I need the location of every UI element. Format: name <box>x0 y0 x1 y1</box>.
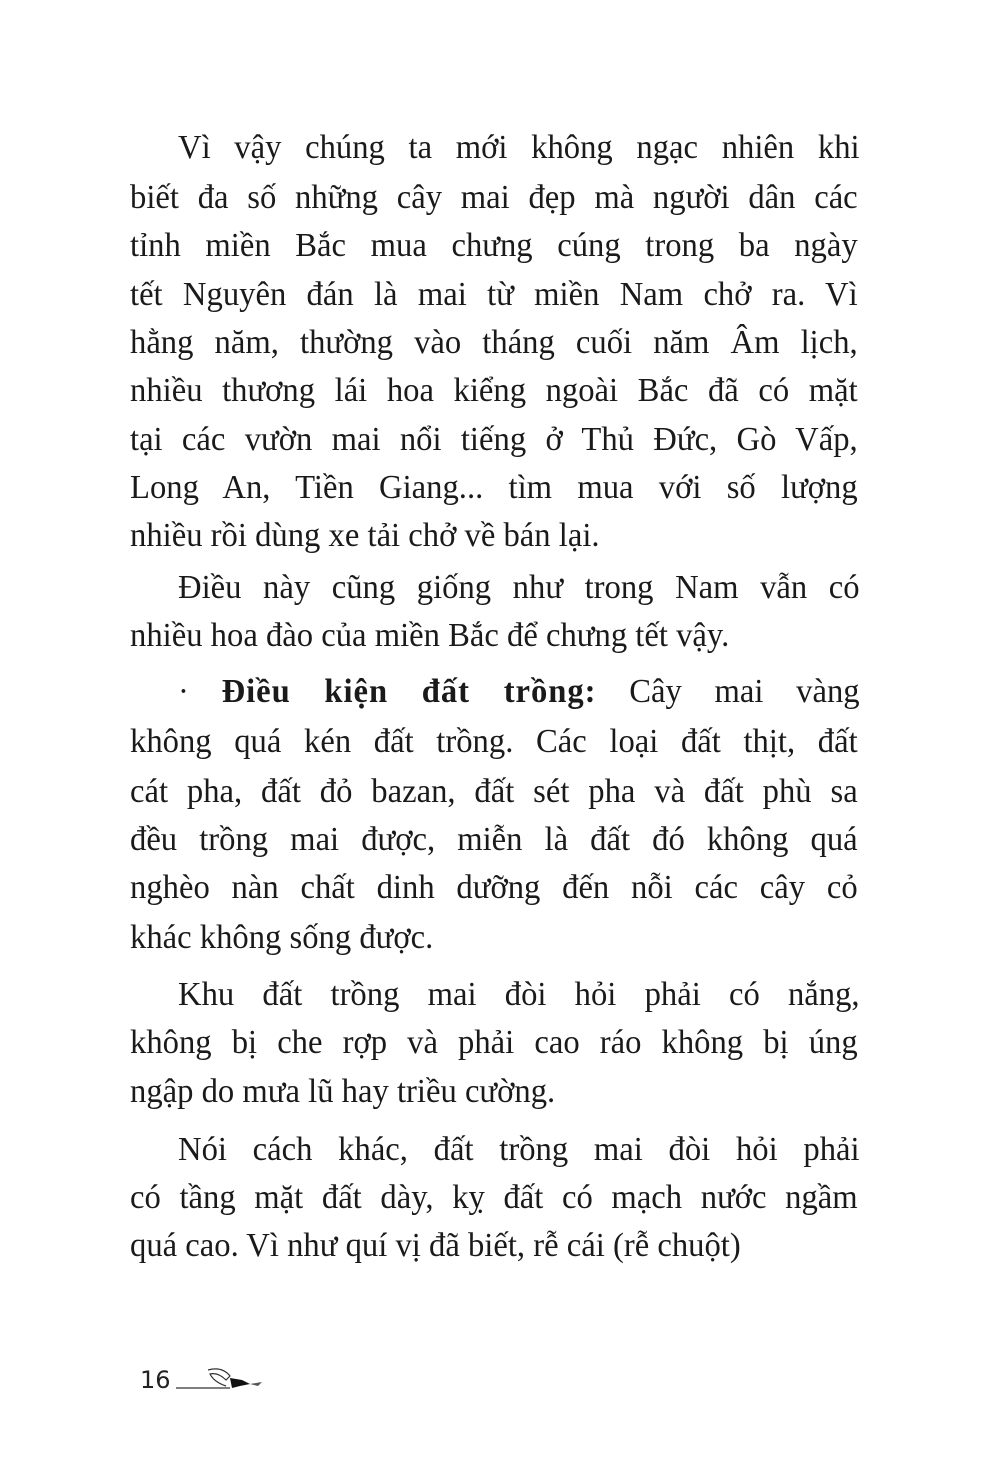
bold-heading: Điều kiện đất trồng: <box>221 673 597 710</box>
text-line: tại các vườn mai nổi tiếng ở Thủ Đức, Gò Vấp, <box>130 421 858 458</box>
text-line: nghèo nàn chất dinh dưỡng đến nỗi các cây cỏ <box>130 869 858 906</box>
text-line: Vì vậy chúng ta mới không ngạc nhiên khi <box>178 129 860 166</box>
text-line: cát pha, đất đỏ bazan, đất sét pha và đất phù sa <box>130 773 858 810</box>
text-line: đều trồng mai được, miễn là đất đó không quá <box>130 821 858 858</box>
text-line: ngập do mưa lũ hay triều cường. <box>130 1073 556 1110</box>
swallow-ornament-icon <box>160 1366 270 1396</box>
bullet: · <box>178 673 222 710</box>
text-line: Long An, Tiền Giang... tìm mua với số lượng <box>130 469 858 506</box>
text-line: Điều này cũng giống như trong Nam vẫn có <box>178 569 860 606</box>
text-line: khác không sống được. <box>130 919 434 956</box>
lead-text: Cây mai vàng <box>629 673 860 710</box>
bullet-lead-line <box>178 670 860 714</box>
text-line: tết Nguyên đán là mai từ miền Nam chở ra. Vì <box>130 276 858 313</box>
text-line: biết đa số những cây mai đẹp mà người dân các <box>130 179 858 216</box>
text-line: Nói cách khác, đất trồng mai đòi hỏi phải <box>178 1131 860 1168</box>
text-line: nhiều rồi dùng xe tải chở về bán lại. <box>130 517 600 554</box>
text-line: không bị che rợp và phải cao ráo không bị úng <box>130 1024 858 1061</box>
text-line: nhiều hoa đào của miền Bắc để chưng tết vậy. <box>130 617 730 654</box>
text-line: có tầng mặt đất dày, kỵ đất có mạch nước ngầm <box>130 1179 858 1216</box>
text-line: nhiều thương lái hoa kiểng ngoài Bắc đã có mặt <box>130 372 858 409</box>
text-line: Khu đất trồng mai đòi hỏi phải có nắng, <box>178 976 860 1013</box>
page-number: 16 <box>140 1366 171 1394</box>
text-line: hằng năm, thường vào tháng cuối năm Âm lịch, <box>130 324 858 361</box>
text-line: không quá kén đất trồng. Các loại đất thịt, đất <box>130 723 858 760</box>
text-line: quá cao. Vì như quí vị đã biết, rễ cái (rễ chuột) <box>130 1227 741 1264</box>
text-line: tỉnh miền Bắc mua chưng cúng trong ba ngày <box>130 227 858 264</box>
